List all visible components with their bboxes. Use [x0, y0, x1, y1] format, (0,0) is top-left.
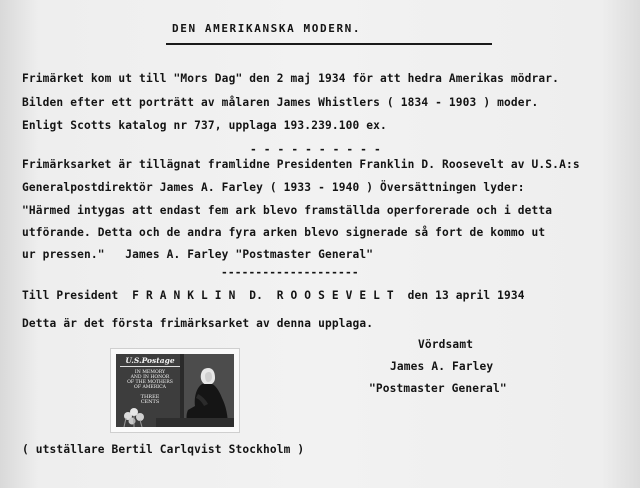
long-divider: --------------------: [221, 266, 359, 279]
short-divider: - - - - - - - - - -: [250, 143, 381, 156]
stamp-caption: [120, 357, 180, 406]
document-title: DEN AMERIKANSKA MODERN.: [172, 22, 362, 35]
signature-role: "Postmaster General": [369, 382, 507, 395]
stamp-value-line-1: THREE: [140, 393, 160, 400]
stamp-text-line-1: IN MEMORY: [134, 369, 166, 375]
first-sheet-line: Detta är det första frimärksarket av denna upplaga.: [22, 317, 374, 330]
postage-stamp: [111, 349, 239, 432]
stamp-text-line-4: OF AMERICA: [134, 385, 166, 391]
paragraph-1-line-3: Enligt Scotts katalog nr 737, upplaga 193.239.100 ex.: [22, 119, 387, 132]
stamp-design: [116, 354, 234, 427]
title-underline: [166, 43, 492, 45]
dedication-line: Till President F R A N K L I N D. R O O S E V E L T den 13 april 1934: [22, 289, 525, 302]
stamp-text: [120, 370, 180, 391]
stamp-value-line-2: CENTS: [140, 399, 160, 406]
paragraph-2-line-4: utförande. Detta och de andra fyra arken blevo signerade så fort de kommo ut: [22, 226, 546, 239]
stamp-value: [120, 395, 180, 407]
signature-name: James A. Farley: [390, 360, 494, 373]
paragraph-2-line-5: ur pressen." James A. Farley "Postmaster General": [22, 248, 374, 261]
exhibitor-line: ( utställare Bertil Carlqvist Stockholm ): [22, 443, 305, 456]
signature-closing: Vördsamt: [418, 338, 474, 351]
paragraph-2-line-1: Frimärksarket är tillägnat framlidne Presidenten Franklin D. Roosevelt av U.S.A:s: [22, 158, 580, 171]
paragraph-2-line-2: Generalpostdirektör James A. Farley ( 1933 - 1940 ) Översättningen lyder:: [22, 181, 525, 194]
stamp-brand: U.S.Postage: [120, 357, 180, 367]
paragraph-1-line-2: Bilden efter ett porträtt av målaren James Whistlers ( 1834 - 1903 ) moder.: [22, 96, 539, 109]
stamp-text-line-2: AND IN HONOR: [130, 374, 170, 380]
stamp-text-line-3: OF THE MOTHERS: [127, 380, 173, 386]
paragraph-1-line-1: Frimärket kom ut till "Mors Dag" den 2 maj 1934 för att hedra Amerikas mödrar.: [22, 72, 560, 85]
paragraph-2-line-3: "Härmed intygas att endast fem ark blevo framställda operforerade och i detta: [22, 204, 553, 217]
